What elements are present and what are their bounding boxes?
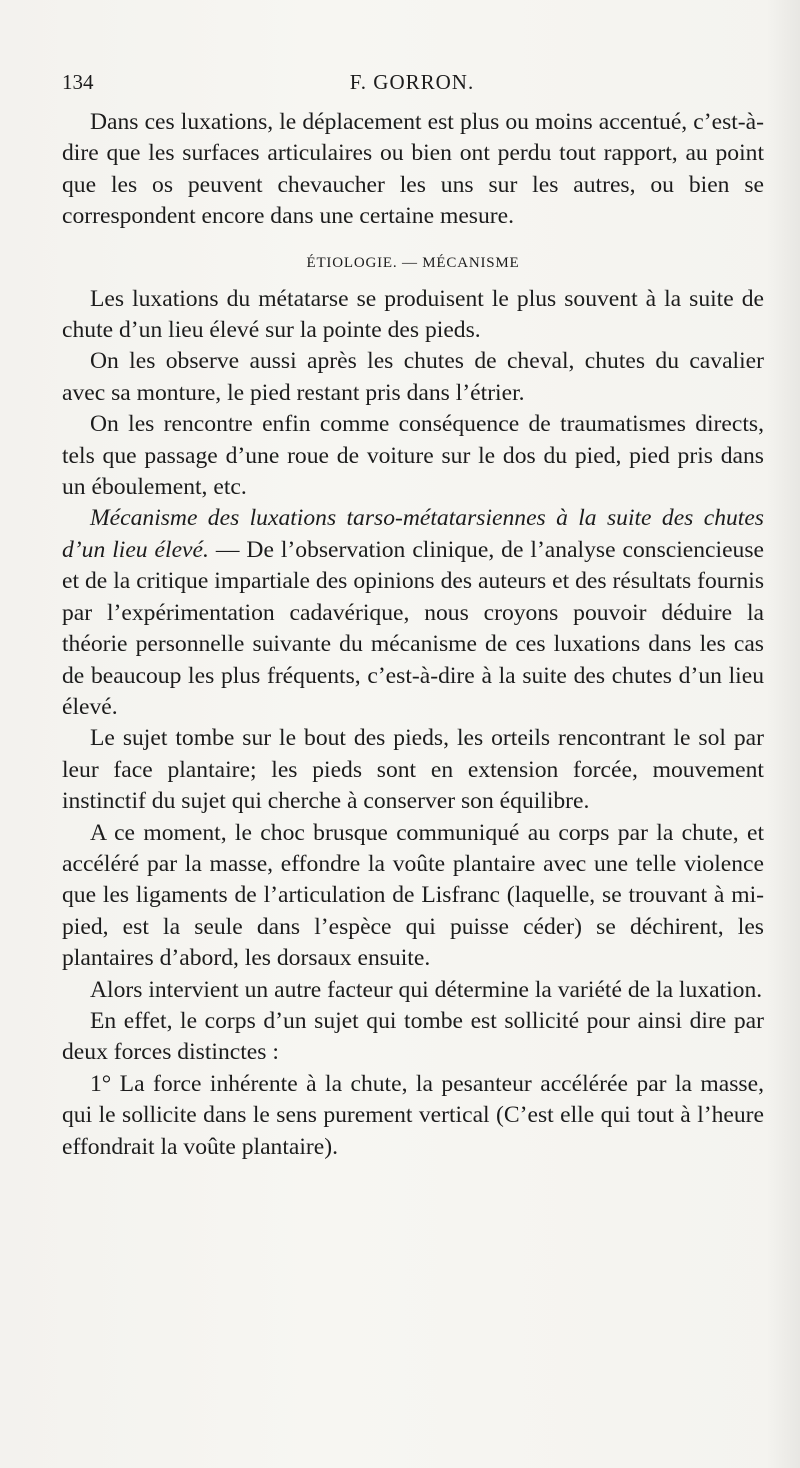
paragraph: On les observe aussi après les chutes de cheval, chutes du cavalier avec sa monture, le pied restant pris dans l’étrier. xyxy=(62,348,764,406)
paragraph: 1° La force inhérente à la chute, la pesanteur accélérée par la masse, qui le sollicite dans le sens purement vertical (C’est elle qui tout à l’heure effondrait la voûte plantaire). xyxy=(62,1070,764,1160)
body-text xyxy=(62,107,764,1163)
paragraph: En effet, le corps d’un sujet qui tombe est sollicité pour ainsi dire par deux forces distinctes : xyxy=(62,1007,764,1066)
paragraph: Les luxations du métatarse se produisent le plus souvent à la suite de chute d’un lieu élevé sur la pointe des pieds. xyxy=(62,285,764,344)
section-heading: ÉTIOLOGIE. — MÉCANISME xyxy=(306,254,520,271)
paragraph: Dans ces luxations, le déplacement est plus ou moins accentué, c’est-à-dire que les surfaces articulaires ou bien ont perdu tout rapport, au point que les os peuvent chevaucher les uns sur les autres, ou bien se correspondent encore dans une certaine mesure. xyxy=(62,109,764,230)
paragraph: Le sujet tombe sur le bout des pieds, les orteils rencontrant le sol par leur face plantaire; les pieds sont en extension forcée, mouvement instinctif du sujet qui cherche à conserver son équilibre. xyxy=(62,725,764,815)
italic-subheading: Mécanisme des luxations tarso-métatarsiennes à la suite des chutes d’un lieu élevé. xyxy=(62,505,764,563)
paragraph xyxy=(62,503,764,723)
paragraph-text: — De l’observation clinique, de l’analyse consciencieuse et de la critique impartiale des opinions des auteurs et des résultats fournis par l’expérimentation cadavérique, nous croyons pouvoir déduire la théorie personnelle suivante du mécanisme de ces luxations dans les cas de beaucoup les plus fréquents, c’est-à-dire à la suite des chutes d’un lieu élevé. xyxy=(62,536,765,720)
paragraph: Alors intervient un autre facteur qui détermine la variété de la luxation. xyxy=(90,976,763,1003)
paragraph: A ce moment, le choc brusque communiqué au corps par la chute, et accéléré par la masse, effondre la voûte plantaire avec une telle violence que les ligaments de l’articulation de Lisfranc (laquelle, se trouvant à mi-pied, est la seule dans l’espèce qui puisse céder) se déchirent, les plantaires d’abord, les dorsaux ensuite. xyxy=(62,819,764,972)
page-header xyxy=(62,70,762,100)
page-edge-shadow xyxy=(766,0,800,1468)
paragraph: On les rencontre enfin comme conséquence de traumatismes directs, tels que passage d’une roue de voiture sur le dos du pied, pied pris dans un éboulement, etc. xyxy=(62,411,764,501)
page-number: 134 xyxy=(62,70,94,94)
running-head: F. GORRON. xyxy=(349,70,475,94)
